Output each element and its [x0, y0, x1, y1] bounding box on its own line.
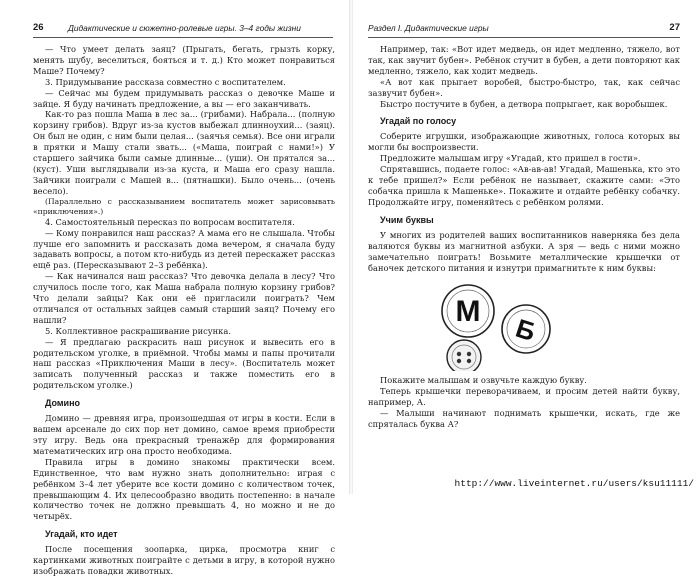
left-page-number: 26	[33, 22, 44, 33]
paragraph: 5. Коллективное раскрашивание рисунка.	[45, 325, 231, 336]
paragraph: 4. Самостоятельный пересказ по вопросам воспитателя.	[45, 216, 295, 227]
book-gutter	[349, 0, 353, 494]
section-title-guess-who: Угадай, кто идет	[45, 529, 118, 540]
cap-letter-m-glyph: М	[455, 295, 481, 329]
left-page-body	[33, 44, 335, 577]
section-title-guess-by-voice: Угадай по голосу	[380, 116, 457, 127]
cap-letter-b-glyph: Б	[512, 313, 540, 348]
magnet-lids-illustration	[368, 277, 680, 371]
paragraph: — Сейчас мы будем придумывать рассказ о девочке Маше и зайце. Я буду начинать предложение, а вы — его заканчивать.	[33, 87, 335, 109]
paragraph: «А вот как прыгает воробей, быстро-быстро, так, как сейчас зазвучит бубен».	[368, 76, 680, 98]
paragraph: Соберите игрушки, изображающие животных, голоса которых вы могли бы воспроизвести.	[368, 131, 680, 153]
paragraph: Как-то раз пошла Маша в лес за... (грибами). Набрала... (полную корзину грибов). Вдруг из-за кустов выбежал длинноухий... (заяц). Он был не один, с ним были целая... (заячья семья). Все они играли в прятки и Машу стали звать... («Маша, поиграй с нами!») У старшего зайчика были самые длинные... (уши). Он прятался за... (куст). Уши выглядывали из-за куста, и Маша его сразу нашла. Зайчики поиграли с Машей в... (пятнашки). Было очень... (очень весело).	[33, 109, 335, 196]
paragraph: Быстро постучите в бубен, а детвора попрыгает, как воробышек.	[380, 98, 668, 109]
cap-flipped	[447, 340, 481, 371]
left-page-header	[33, 22, 333, 38]
right-page-header	[368, 22, 680, 38]
paragraph: 3. Придумывание рассказа совместно с воспитателем.	[45, 76, 286, 87]
section-title-domino: Домино	[45, 398, 81, 409]
paragraph: (Параллельно с рассказыванием воспитатель может зарисовывать «приключения».)	[33, 196, 335, 216]
paragraph: Спрятавшись, подаете голос: «Ав-ав-ав! Угадай, Машенька, кто это к тебе пришел?» Если ребёнок не называет, скажите сами: «Это собачка пришла к Машеньке». Покажите и отдайте ребёнку собачку. Продолжайте игру, поменяйтесь с ребёнком ролями.	[368, 164, 680, 207]
paragraph: У многих из родителей ваших воспитанников наверняка без дела валяются буквы из магнитной азбуки. А зря — ведь с ними можно замечательно поиграть! Возьмите металлические крышечки от баночек детского питания и изнутри примагнитьте к ним буквы:	[368, 229, 680, 273]
left-running-title: Дидактические и сюжетно-ролевые игры. 3–4 годы жизни	[68, 23, 301, 33]
right-page-number: 27	[669, 22, 680, 33]
paragraph: После посещения зоопарка, цирка, просмотра книг с картинками животных поиграйте с детьми в игру, в которой нужно изображать повадки животных.	[33, 544, 335, 577]
section-title-learn-letters: Учим буквы	[380, 214, 434, 225]
right-running-title: Раздел I. Дидактические игры	[368, 23, 489, 33]
paragraph: Домино — древняя игра, произошедшая от игры в кости. Если в вашем арсенале до сих пор нет домино, самое время приобрести эту игру. Ведь она прекрасный тренажёр для формирования математических игр она просто необходима.	[33, 413, 335, 456]
paragraph: — Как начинался наш рассказ? Что девочка делала в лесу? Что случилось после того, как Маша набрала полную корзину грибов? Что делали зайцы? Как они её пригласили поиграть? Чем отличался от остальных зайцев самый старший заяц? Почему его нашли?	[33, 271, 335, 325]
paragraph: Предложите малышам игру «Угадай, кто пришел в гости».	[380, 153, 641, 164]
paragraph: — Малыши начинают поднимать крышечки, искать, где же спряталась буква А?	[368, 408, 680, 430]
bottle-caps-drawing	[368, 277, 680, 371]
paragraph: Правила игры в домино знакомы практически всем. Единственное, что вам нужно знать дополнительно: играя с ребёнком 3–4 лет уберите все кости домино с количеством точек, превышающим 4. Их целесообразно вводить постепенно: в начале количество точек не должно превышать 4, но можно и не до четырёх.	[33, 456, 335, 522]
right-page-body	[368, 44, 680, 430]
watermark-url: http://www.liveinternet.ru/users/ksu11111/	[454, 478, 694, 489]
cap-letter-b	[502, 305, 550, 353]
paragraph: — Кому понравился наш рассказ? А мама его не слышала. Чтобы лучше его запомнить и рассказать дома вечером, я сначала буду задавать вопросы, а потом кто-нибудь из детей перескажет рассказ ещё раз. (Пересказывают 2–3 ребёнка).	[33, 227, 335, 271]
paragraph: — Что умеет делать заяц? (Прыгать, бегать, грызть корку, менять шубу, веселиться, бояться и т. д.) Кто может понравиться Маше? Почему?	[33, 44, 335, 76]
paragraph: Теперь крышечки переворачиваем, и просим детей найти букву, например, А.	[368, 386, 680, 408]
paragraph: Например, так: «Вот идет медведь, он идет медленно, тяжело, вот так, как звучит бубен». Ребёнок стучит в бубен, а дети повторяют как медленно, тяжело, как ходит медведь.	[368, 44, 680, 76]
paragraph: Покажите малышам и озвучьте каждую букву.	[380, 375, 587, 386]
paragraph: — Я предлагаю раскрасить наш рисунок и вывесить его в родительском уголке, в приёмной. Чтобы мамы и папы прочитали наш рассказ «Приключения Маши в лесу». (Воспитатель может записать полученный рассказ и также поместить его в родительском уголке.)	[33, 336, 335, 391]
cap-letter-m	[442, 285, 494, 337]
